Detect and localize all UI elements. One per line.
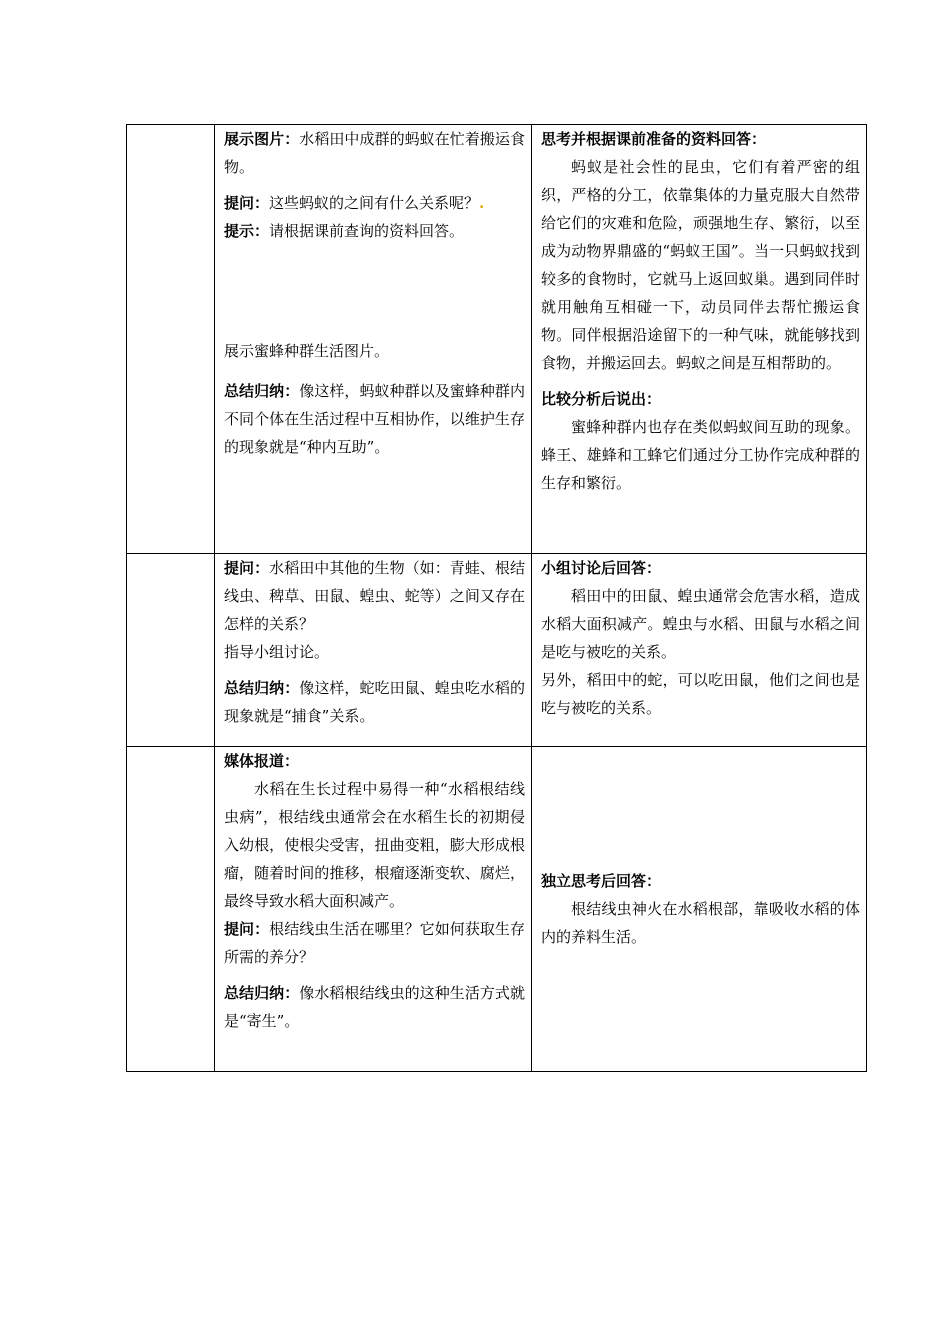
label: 展示图片： [224, 130, 300, 148]
paragraph [224, 915, 525, 971]
paragraph: 蚂蚁是社会性的昆虫，它们有着严密的组织，严格的分工，依靠集体的力量克服大自然带给它们的灾难和危险，顽强地生存、繁衍，以至成为动物界鼎盛的“蚂蚁王国”。当一只蚂蚁找到较多的食物时，它就马上返回蚁巢。遇到同伴时就用触角互相碰一下，动员同伴去帮忙搬运食物。同伴根据沿途留下的一种气味，就能够找到食物，并搬运回去。蚂蚁之间是互相帮助的。 [541, 158, 860, 372]
lesson-table [126, 124, 867, 1072]
paragraph [224, 377, 525, 461]
label: 提示： [224, 222, 270, 240]
label: 提问： [224, 194, 270, 212]
table-row [127, 125, 867, 554]
label: 总结归纳： [224, 679, 300, 697]
table-row [127, 747, 867, 1072]
label: 提问： [224, 559, 270, 577]
paragraph: 水稻在生长过程中易得一种“水稻根结线虫病”，根结线虫通常会在水稻生长的初期侵入幼根，使根尖受害，扭曲变粗，膨大形成根瘤，随着时间的推移，根瘤逐渐变软、腐烂，最终导致水稻大面积减产。 [224, 780, 525, 910]
heading: 独立思考后回答： [541, 872, 662, 890]
label: 提问： [224, 920, 270, 938]
text: 根结线虫生活在哪里？它如何获取生存所需的养分？ [224, 920, 525, 966]
text: 像这样，蚂蚁种群以及蜜蜂种群内不同个体在生活过程中互相协作，以维护生存的现象就是“种内互助”。 [224, 382, 525, 456]
paragraph [224, 554, 525, 638]
text: 像这样，蛇吃田鼠、蝗虫吃水稻的现象就是“捕食”关系。 [224, 679, 525, 725]
heading: 思考并根据课前准备的资料回答： [541, 130, 767, 148]
table-row [127, 554, 867, 747]
heading: 小组讨论后回答： [541, 559, 662, 577]
text: 请根据课前查询的资料回答。 [269, 222, 465, 240]
teacher-cell [215, 747, 532, 1072]
paragraph [224, 125, 525, 181]
paragraph [224, 337, 525, 365]
empty-cell [127, 747, 215, 1072]
text: 展示蜜蜂种群生活图片。 [224, 342, 390, 360]
paragraph: 另外，稻田中的蛇，可以吃田鼠，他们之间也是吃与被吃的关系。 [541, 671, 860, 717]
text: 像水稻根结线虫的这种生活方式就是“寄生”。 [224, 984, 525, 1030]
student-cell [532, 125, 867, 554]
student-cell [532, 747, 867, 1072]
paragraph: 蜜蜂种群内也存在类似蚂蚁间互助的现象。蜂王、雄蜂和工蜂它们通过分工协作完成种群的生存和繁衍。 [541, 418, 860, 492]
paragraph [224, 674, 525, 730]
text: 这些蚂蚁的之间有什么关系呢？ [269, 194, 480, 212]
paragraph [224, 979, 525, 1035]
text: 水稻田中成群的蚂蚁在忙着搬运食物。 [224, 130, 525, 176]
empty-cell [127, 554, 215, 747]
teacher-cell [215, 554, 532, 747]
paragraph: 根结线虫神火在水稻根部，靠吸收水稻的体内的养料生活。 [541, 900, 860, 946]
student-cell [532, 554, 867, 747]
teacher-cell [215, 125, 532, 554]
heading: 媒体报道： [224, 752, 300, 770]
mark: . [479, 194, 485, 212]
paragraph [224, 217, 525, 245]
heading: 比较分析后说出： [541, 390, 662, 408]
paragraph: 稻田中的田鼠、蝗虫通常会危害水稻，造成水稻大面积减产。蝗虫与水稻、田鼠与水稻之间是吃与被吃的关系。 [541, 587, 860, 661]
label: 总结归纳： [224, 382, 300, 400]
paragraph: 指导小组讨论。 [224, 643, 330, 661]
empty-cell [127, 125, 215, 554]
label: 总结归纳： [224, 984, 300, 1002]
paragraph [224, 189, 525, 217]
text: 水稻田中其他的生物（如：青蛙、根结线虫、稗草、田鼠、蝗虫、蛇等）之间又存在怎样的关系？ [224, 559, 525, 633]
